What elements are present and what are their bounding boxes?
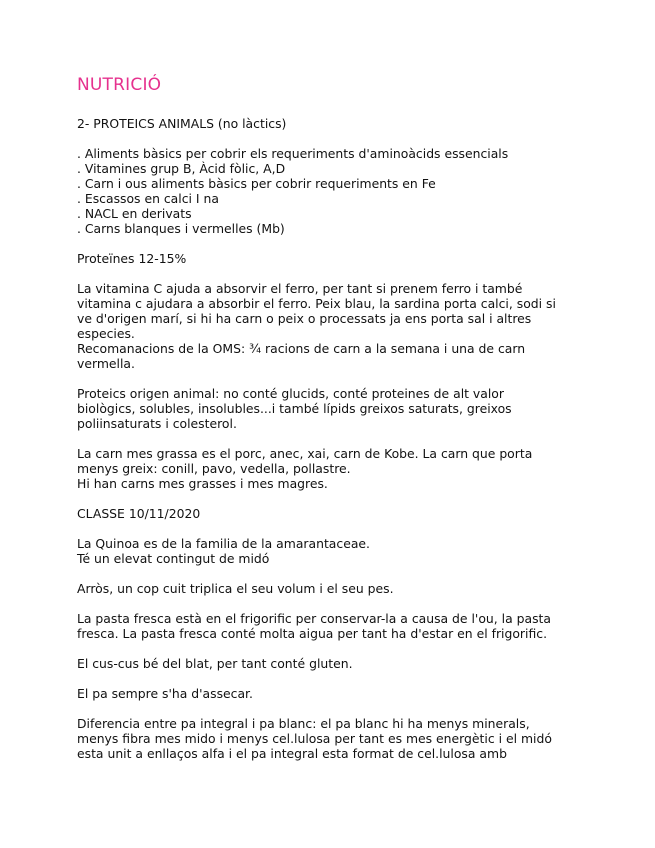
bullet-list xyxy=(77,146,597,236)
proteics-origin-paragraph xyxy=(77,386,597,431)
paragraph-line: La Quinoa es de la familia de la amarantaceae. xyxy=(77,536,370,551)
document-body xyxy=(77,74,597,776)
bread-paragraph: El pa sempre s'ha d'assecar. xyxy=(77,686,253,701)
rice-paragraph: Arròs, un cop cuit triplica el seu volum i el seu pes. xyxy=(77,581,394,596)
paragraph-line: poliinsaturats i colesterol. xyxy=(77,416,237,431)
vitamin-c-paragraph xyxy=(77,281,597,341)
bullet-item: . Carns blanques i vermelles (Mb) xyxy=(77,221,285,236)
paragraph-line: menys fibra mes mido i menys cel.lulosa per tant es mes energètic i el midó xyxy=(77,731,552,746)
paragraph-line: La vitamina C ajuda a absorvir el ferro, per tant si prenem ferro i també xyxy=(77,281,523,296)
bullet-item: . Aliments bàsics per cobrir els requeriments d'aminoàcids essencials xyxy=(77,146,509,161)
meat-paragraph xyxy=(77,446,597,491)
paragraph-line: biològics, solubles, insolubles...i també lípids greixos saturats, greixos xyxy=(77,401,512,416)
proteins-paragraph: Proteïnes 12-15% xyxy=(77,251,187,266)
bullet-item: . Carn i ous aliments bàsics per cobrir requeriments en Fe xyxy=(77,176,436,191)
oms-paragraph xyxy=(77,341,597,371)
paragraph-line: Hi han carns mes grasses i mes magres. xyxy=(77,476,328,491)
quinoa-paragraph xyxy=(77,536,597,566)
paragraph-line: fresca. La pasta fresca conté molta aigua per tant ha d'estar en el frigorific. xyxy=(77,626,548,641)
paragraph-line: Diferencia entre pa integral i pa blanc: el pa blanc hi ha menys minerals, xyxy=(77,716,530,731)
paragraph-line: vitamina c ajudara a absorbir el ferro. Peix blau, la sardina porta calci, sodi si xyxy=(77,296,556,311)
paragraph-line: vermella. xyxy=(77,356,135,371)
paragraph-line: menys greix: conill, pavo, vedella, pollastre. xyxy=(77,461,351,476)
paragraph-line: Té un elevat contingut de midó xyxy=(77,551,270,566)
class-heading: CLASSE 10/11/2020 xyxy=(77,506,201,521)
bullet-item: . NACL en derivats xyxy=(77,206,192,221)
document-title: NUTRICIÓ xyxy=(77,75,162,95)
paragraph-line: ve d'origen marí, si hi ha carn o peix o processats ja ens porta sal i altres xyxy=(77,311,532,326)
paragraph-line: especies. xyxy=(77,326,135,341)
bread-difference-paragraph xyxy=(77,716,597,761)
paragraph-line: Proteics origen animal: no conté glucids, conté proteines de alt valor xyxy=(77,386,504,401)
pasta-paragraph xyxy=(77,611,597,641)
bullet-item: . Vitamines grup B, Àcid fòlic, A,D xyxy=(77,161,286,176)
paragraph-line: La carn mes grassa es el porc, anec, xai, carn de Kobe. La carn que porta xyxy=(77,446,533,461)
paragraph-line: Recomanacions de la OMS: ¾ racions de carn a la semana i una de carn xyxy=(77,341,526,356)
paragraph-line: La pasta fresca està en el frigorific per conservar-la a causa de l'ou, la pasta xyxy=(77,611,551,626)
couscous-paragraph: El cus-cus bé del blat, per tant conté gluten. xyxy=(77,656,353,671)
paragraph-line: esta unit a enllaços alfa i el pa integral esta format de cel.lulosa amb xyxy=(77,746,507,761)
bullet-item: . Escassos en calci I na xyxy=(77,191,219,206)
section-heading: 2- PROTEICS ANIMALS (no làctics) xyxy=(77,116,287,131)
